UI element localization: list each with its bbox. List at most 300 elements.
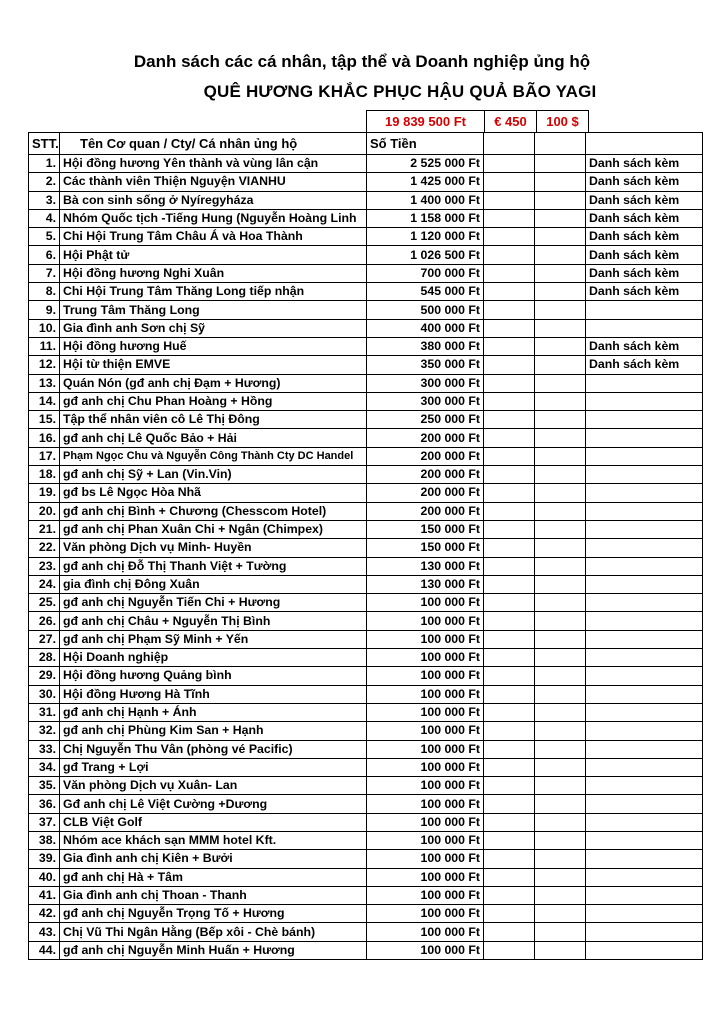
row-amount: 100 000 Ft <box>367 813 484 831</box>
table-row <box>29 356 703 374</box>
row-eur <box>484 905 535 923</box>
row-name: CLB Việt Golf <box>60 813 367 831</box>
row-eur <box>484 209 535 227</box>
row-stt: 2. <box>29 173 60 191</box>
row-name: Hội Doanh nghiệp <box>60 649 367 667</box>
row-amount: 545 000 Ft <box>367 283 484 301</box>
row-note <box>586 685 703 703</box>
row-usd <box>535 758 586 776</box>
row-amount: 350 000 Ft <box>367 356 484 374</box>
row-amount: 200 000 Ft <box>367 484 484 502</box>
table-row <box>29 886 703 904</box>
row-amount: 200 000 Ft <box>367 502 484 520</box>
row-name: gđ anh chị Phan Xuân Chi + Ngân (Chimpex) <box>60 520 367 538</box>
table-row <box>29 228 703 246</box>
table-row <box>29 301 703 319</box>
totals-table <box>366 110 589 133</box>
row-eur <box>484 173 535 191</box>
header-note <box>586 133 703 155</box>
row-note: Danh sách kèm <box>586 337 703 355</box>
row-eur <box>484 831 535 849</box>
row-usd <box>535 941 586 959</box>
row-stt: 5. <box>29 228 60 246</box>
row-note <box>586 301 703 319</box>
row-eur <box>484 813 535 831</box>
row-eur <box>484 557 535 575</box>
table-row <box>29 484 703 502</box>
row-note <box>586 539 703 557</box>
row-amount: 500 000 Ft <box>367 301 484 319</box>
row-eur <box>484 703 535 721</box>
row-eur <box>484 283 535 301</box>
row-eur <box>484 411 535 429</box>
row-usd <box>535 502 586 520</box>
row-stt: 32. <box>29 722 60 740</box>
row-note <box>586 831 703 849</box>
row-stt: 3. <box>29 191 60 209</box>
row-usd <box>535 155 586 173</box>
row-eur <box>484 685 535 703</box>
table-row <box>29 649 703 667</box>
table-row <box>29 374 703 392</box>
row-name: Văn phòng Dịch vụ Xuân- Lan <box>60 777 367 795</box>
row-stt: 28. <box>29 649 60 667</box>
row-note: Danh sách kèm <box>586 356 703 374</box>
table-row <box>29 392 703 410</box>
row-usd <box>535 228 586 246</box>
row-amount: 100 000 Ft <box>367 722 484 740</box>
row-eur <box>484 191 535 209</box>
row-amount: 100 000 Ft <box>367 740 484 758</box>
row-note <box>586 777 703 795</box>
row-usd <box>535 429 586 447</box>
row-name: Gia đình anh Sơn chị Sỹ <box>60 319 367 337</box>
row-note <box>586 594 703 612</box>
row-amount: 400 000 Ft <box>367 319 484 337</box>
row-amount: 1 400 000 Ft <box>367 191 484 209</box>
row-stt: 1. <box>29 155 60 173</box>
row-eur <box>484 740 535 758</box>
row-name: Chị Nguyễn Thu Vân (phòng vé Pacific) <box>60 740 367 758</box>
row-amount: 100 000 Ft <box>367 758 484 776</box>
row-name: Các thành viên Thiện Nguyện VIANHU <box>60 173 367 191</box>
table-row <box>29 594 703 612</box>
row-stt: 39. <box>29 850 60 868</box>
row-usd <box>535 557 586 575</box>
row-eur <box>484 923 535 941</box>
table-row <box>29 209 703 227</box>
row-usd <box>535 520 586 538</box>
row-eur <box>484 941 535 959</box>
row-usd <box>535 905 586 923</box>
row-stt: 34. <box>29 758 60 776</box>
row-amount: 100 000 Ft <box>367 886 484 904</box>
row-usd <box>535 337 586 355</box>
row-amount: 100 000 Ft <box>367 667 484 685</box>
table-row <box>29 758 703 776</box>
row-amount: 1 158 000 Ft <box>367 209 484 227</box>
row-usd <box>535 209 586 227</box>
header-stt: STT. <box>29 133 60 155</box>
row-eur <box>484 392 535 410</box>
row-stt: 26. <box>29 612 60 630</box>
row-stt: 27. <box>29 630 60 648</box>
row-name: Chị Vũ Thi Ngân Hằng (Bếp xôi - Chè bánh) <box>60 923 367 941</box>
row-stt: 30. <box>29 685 60 703</box>
row-usd <box>535 392 586 410</box>
row-note <box>586 722 703 740</box>
total-eur: € 450 <box>485 111 537 133</box>
table-row <box>29 520 703 538</box>
row-amount: 100 000 Ft <box>367 594 484 612</box>
row-stt: 35. <box>29 777 60 795</box>
donor-table <box>28 132 703 960</box>
table-row <box>29 703 703 721</box>
row-stt: 20. <box>29 502 60 520</box>
table-row <box>29 795 703 813</box>
row-note <box>586 905 703 923</box>
row-usd <box>535 923 586 941</box>
row-stt: 44. <box>29 941 60 959</box>
table-row <box>29 155 703 173</box>
row-name: Hội đồng hương Huế <box>60 337 367 355</box>
row-stt: 8. <box>29 283 60 301</box>
row-note <box>586 319 703 337</box>
row-eur <box>484 649 535 667</box>
row-amount: 380 000 Ft <box>367 337 484 355</box>
row-usd <box>535 649 586 667</box>
row-note <box>586 795 703 813</box>
row-name: Nhóm ace khách sạn MMM hotel Kft. <box>60 831 367 849</box>
row-stt: 16. <box>29 429 60 447</box>
row-amount: 200 000 Ft <box>367 447 484 465</box>
row-stt: 33. <box>29 740 60 758</box>
table-row <box>29 447 703 465</box>
row-note: Danh sách kèm <box>586 264 703 282</box>
row-amount: 100 000 Ft <box>367 630 484 648</box>
table-row <box>29 905 703 923</box>
row-amount: 2 525 000 Ft <box>367 155 484 173</box>
row-name: Hội đồng hương Quảng bình <box>60 667 367 685</box>
row-usd <box>535 484 586 502</box>
row-usd <box>535 703 586 721</box>
row-name: Chi Hội Trung Tâm Thăng Long tiếp nhận <box>60 283 367 301</box>
row-name: gđ Trang + Lợi <box>60 758 367 776</box>
row-note: Danh sách kèm <box>586 209 703 227</box>
row-name: gđ anh chị Nguyễn Trọng Tố + Hương <box>60 905 367 923</box>
row-eur <box>484 447 535 465</box>
row-amount: 130 000 Ft <box>367 557 484 575</box>
row-stt: 15. <box>29 411 60 429</box>
row-amount: 130 000 Ft <box>367 575 484 593</box>
row-eur <box>484 630 535 648</box>
row-usd <box>535 886 586 904</box>
row-name: Hội Phật tử <box>60 246 367 264</box>
row-note <box>586 649 703 667</box>
row-stt: 31. <box>29 703 60 721</box>
document-subtitle: QUÊ HƯƠNG KHẮC PHỤC HẬU QUẢ BÃO YAGI <box>203 82 597 101</box>
row-note <box>586 429 703 447</box>
row-amount: 200 000 Ft <box>367 466 484 484</box>
row-stt: 9. <box>29 301 60 319</box>
row-stt: 37. <box>29 813 60 831</box>
row-note <box>586 484 703 502</box>
table-row <box>29 777 703 795</box>
row-amount: 100 000 Ft <box>367 795 484 813</box>
row-stt: 18. <box>29 466 60 484</box>
table-row <box>29 539 703 557</box>
row-eur <box>484 502 535 520</box>
row-note <box>586 466 703 484</box>
row-stt: 23. <box>29 557 60 575</box>
row-note <box>586 392 703 410</box>
table-row <box>29 923 703 941</box>
row-stt: 13. <box>29 374 60 392</box>
row-usd <box>535 612 586 630</box>
row-usd <box>535 795 586 813</box>
header-eur <box>484 133 535 155</box>
row-stt: 43. <box>29 923 60 941</box>
row-amount: 100 000 Ft <box>367 649 484 667</box>
table-row <box>29 868 703 886</box>
row-name: gđ anh chị Đỗ Thị Thanh Việt + Tường <box>60 557 367 575</box>
row-note: Danh sách kèm <box>586 155 703 173</box>
table-row <box>29 283 703 301</box>
row-name: Gia đình anh chị Thoan - Thanh <box>60 886 367 904</box>
row-note <box>586 886 703 904</box>
table-row <box>29 264 703 282</box>
row-name: gđ anh chị Hà + Tâm <box>60 868 367 886</box>
row-stt: 21. <box>29 520 60 538</box>
row-note: Danh sách kèm <box>586 283 703 301</box>
row-name: gđ anh chị Hạnh + Ánh <box>60 703 367 721</box>
row-eur <box>484 429 535 447</box>
row-stt: 4. <box>29 209 60 227</box>
row-eur <box>484 667 535 685</box>
row-usd <box>535 173 586 191</box>
row-eur <box>484 575 535 593</box>
row-usd <box>535 191 586 209</box>
row-name: gđ anh chị Sỹ + Lan (Vin.Vin) <box>60 466 367 484</box>
row-eur <box>484 612 535 630</box>
row-usd <box>535 850 586 868</box>
row-note <box>586 612 703 630</box>
row-stt: 38. <box>29 831 60 849</box>
table-row <box>29 502 703 520</box>
row-note: Danh sách kèm <box>586 228 703 246</box>
row-name: gđ anh chị Phạm Sỹ Minh + Yến <box>60 630 367 648</box>
table-row <box>29 319 703 337</box>
row-usd <box>535 685 586 703</box>
table-row <box>29 831 703 849</box>
row-amount: 200 000 Ft <box>367 429 484 447</box>
row-usd <box>535 447 586 465</box>
row-note <box>586 557 703 575</box>
row-eur <box>484 301 535 319</box>
header-amount: Số Tiền <box>367 133 484 155</box>
row-stt: 29. <box>29 667 60 685</box>
row-stt: 22. <box>29 539 60 557</box>
row-eur <box>484 539 535 557</box>
row-name: gđ anh chị Chu Phan Hoàng + Hồng <box>60 392 367 410</box>
row-note <box>586 374 703 392</box>
table-row <box>29 941 703 959</box>
row-name: Hội đồng Hương Hà Tĩnh <box>60 685 367 703</box>
table-row <box>29 466 703 484</box>
row-name: Hội từ thiện EMVE <box>60 356 367 374</box>
row-amount: 150 000 Ft <box>367 539 484 557</box>
row-note: Danh sách kèm <box>586 191 703 209</box>
table-row <box>29 191 703 209</box>
table-row <box>29 429 703 447</box>
table-row <box>29 411 703 429</box>
row-stt: 40. <box>29 868 60 886</box>
total-ft: 19 839 500 Ft <box>367 111 485 133</box>
row-amount: 300 000 Ft <box>367 392 484 410</box>
row-amount: 100 000 Ft <box>367 923 484 941</box>
row-name: gđ anh chị Nguyễn Minh Huấn + Hương <box>60 941 367 959</box>
row-amount: 150 000 Ft <box>367 520 484 538</box>
row-eur <box>484 722 535 740</box>
table-header-row <box>29 133 703 155</box>
row-usd <box>535 575 586 593</box>
row-stt: 14. <box>29 392 60 410</box>
row-note <box>586 667 703 685</box>
row-eur <box>484 886 535 904</box>
row-stt: 6. <box>29 246 60 264</box>
row-amount: 300 000 Ft <box>367 374 484 392</box>
table-row <box>29 173 703 191</box>
document-title: Danh sách các cá nhân, tập thể và Doanh nghiệp ủng hộ <box>133 52 591 71</box>
row-amount: 700 000 Ft <box>367 264 484 282</box>
row-amount: 100 000 Ft <box>367 777 484 795</box>
row-name: Hội đồng hương Yên thành và vùng lân cận <box>60 155 367 173</box>
row-stt: 11. <box>29 337 60 355</box>
row-amount: 100 000 Ft <box>367 685 484 703</box>
row-eur <box>484 356 535 374</box>
row-usd <box>535 246 586 264</box>
row-usd <box>535 777 586 795</box>
row-amount: 100 000 Ft <box>367 612 484 630</box>
row-stt: 24. <box>29 575 60 593</box>
row-name: gđ anh chị Lê Quốc Bảo + Hải <box>60 429 367 447</box>
row-name: gia đình chị Đông Xuân <box>60 575 367 593</box>
row-usd <box>535 831 586 849</box>
table-row <box>29 722 703 740</box>
row-usd <box>535 411 586 429</box>
row-name: Phạm Ngọc Chu và Nguyễn Công Thành Cty DC Handel <box>60 447 367 465</box>
row-stt: 19. <box>29 484 60 502</box>
row-usd <box>535 740 586 758</box>
row-amount: 100 000 Ft <box>367 831 484 849</box>
table-row <box>29 667 703 685</box>
row-name: Trung Tâm Thăng Long <box>60 301 367 319</box>
row-note: Danh sách kèm <box>586 246 703 264</box>
row-note <box>586 740 703 758</box>
row-usd <box>535 594 586 612</box>
row-name: gđ anh chị Châu + Nguyễn Thị Bình <box>60 612 367 630</box>
table-row <box>29 557 703 575</box>
row-name: gđ bs Lê Ngọc Hòa Nhã <box>60 484 367 502</box>
row-usd <box>535 356 586 374</box>
row-eur <box>484 795 535 813</box>
row-note <box>586 575 703 593</box>
row-usd <box>535 374 586 392</box>
row-note <box>586 923 703 941</box>
header-name: Tên Cơ quan / Cty/ Cá nhân ủng hộ <box>60 133 367 155</box>
row-stt: 17. <box>29 447 60 465</box>
row-stt: 36. <box>29 795 60 813</box>
row-name: gđ anh chị Bình + Chương (Chesscom Hotel) <box>60 502 367 520</box>
total-usd: 100 $ <box>537 111 589 133</box>
row-amount: 100 000 Ft <box>367 941 484 959</box>
row-usd <box>535 630 586 648</box>
row-name: Gđ anh chị Lê Việt Cường +Dương <box>60 795 367 813</box>
row-usd <box>535 868 586 886</box>
row-name: gđ anh chị Phùng Kim San + Hạnh <box>60 722 367 740</box>
row-eur <box>484 594 535 612</box>
row-eur <box>484 374 535 392</box>
row-usd <box>535 283 586 301</box>
row-eur <box>484 466 535 484</box>
row-eur <box>484 228 535 246</box>
row-eur <box>484 758 535 776</box>
row-amount: 1 425 000 Ft <box>367 173 484 191</box>
row-name: Văn phòng Dịch vụ Minh- Huyền <box>60 539 367 557</box>
row-name: Gia đình anh chị Kiên + Bưởi <box>60 850 367 868</box>
row-stt: 42. <box>29 905 60 923</box>
row-note <box>586 520 703 538</box>
row-usd <box>535 539 586 557</box>
row-eur <box>484 246 535 264</box>
row-usd <box>535 722 586 740</box>
row-stt: 25. <box>29 594 60 612</box>
row-name: gđ anh chị Nguyễn Tiến Chi + Hương <box>60 594 367 612</box>
row-eur <box>484 777 535 795</box>
row-note <box>586 630 703 648</box>
row-eur <box>484 484 535 502</box>
table-row <box>29 740 703 758</box>
row-note <box>586 941 703 959</box>
row-amount: 100 000 Ft <box>367 850 484 868</box>
row-eur <box>484 264 535 282</box>
row-usd <box>535 813 586 831</box>
row-usd <box>535 466 586 484</box>
row-eur <box>484 155 535 173</box>
row-stt: 12. <box>29 356 60 374</box>
row-eur <box>484 520 535 538</box>
table-row <box>29 685 703 703</box>
table-row <box>29 575 703 593</box>
row-usd <box>535 667 586 685</box>
row-amount: 100 000 Ft <box>367 868 484 886</box>
row-name: Tập thể nhân viên cô Lê Thị Đông <box>60 411 367 429</box>
row-stt: 7. <box>29 264 60 282</box>
row-amount: 1 120 000 Ft <box>367 228 484 246</box>
row-usd <box>535 319 586 337</box>
table-row <box>29 612 703 630</box>
row-stt: 41. <box>29 886 60 904</box>
table-row <box>29 630 703 648</box>
header-usd <box>535 133 586 155</box>
row-eur <box>484 337 535 355</box>
row-note <box>586 758 703 776</box>
row-note <box>586 868 703 886</box>
row-note <box>586 703 703 721</box>
row-amount: 250 000 Ft <box>367 411 484 429</box>
row-eur <box>484 850 535 868</box>
row-note <box>586 813 703 831</box>
